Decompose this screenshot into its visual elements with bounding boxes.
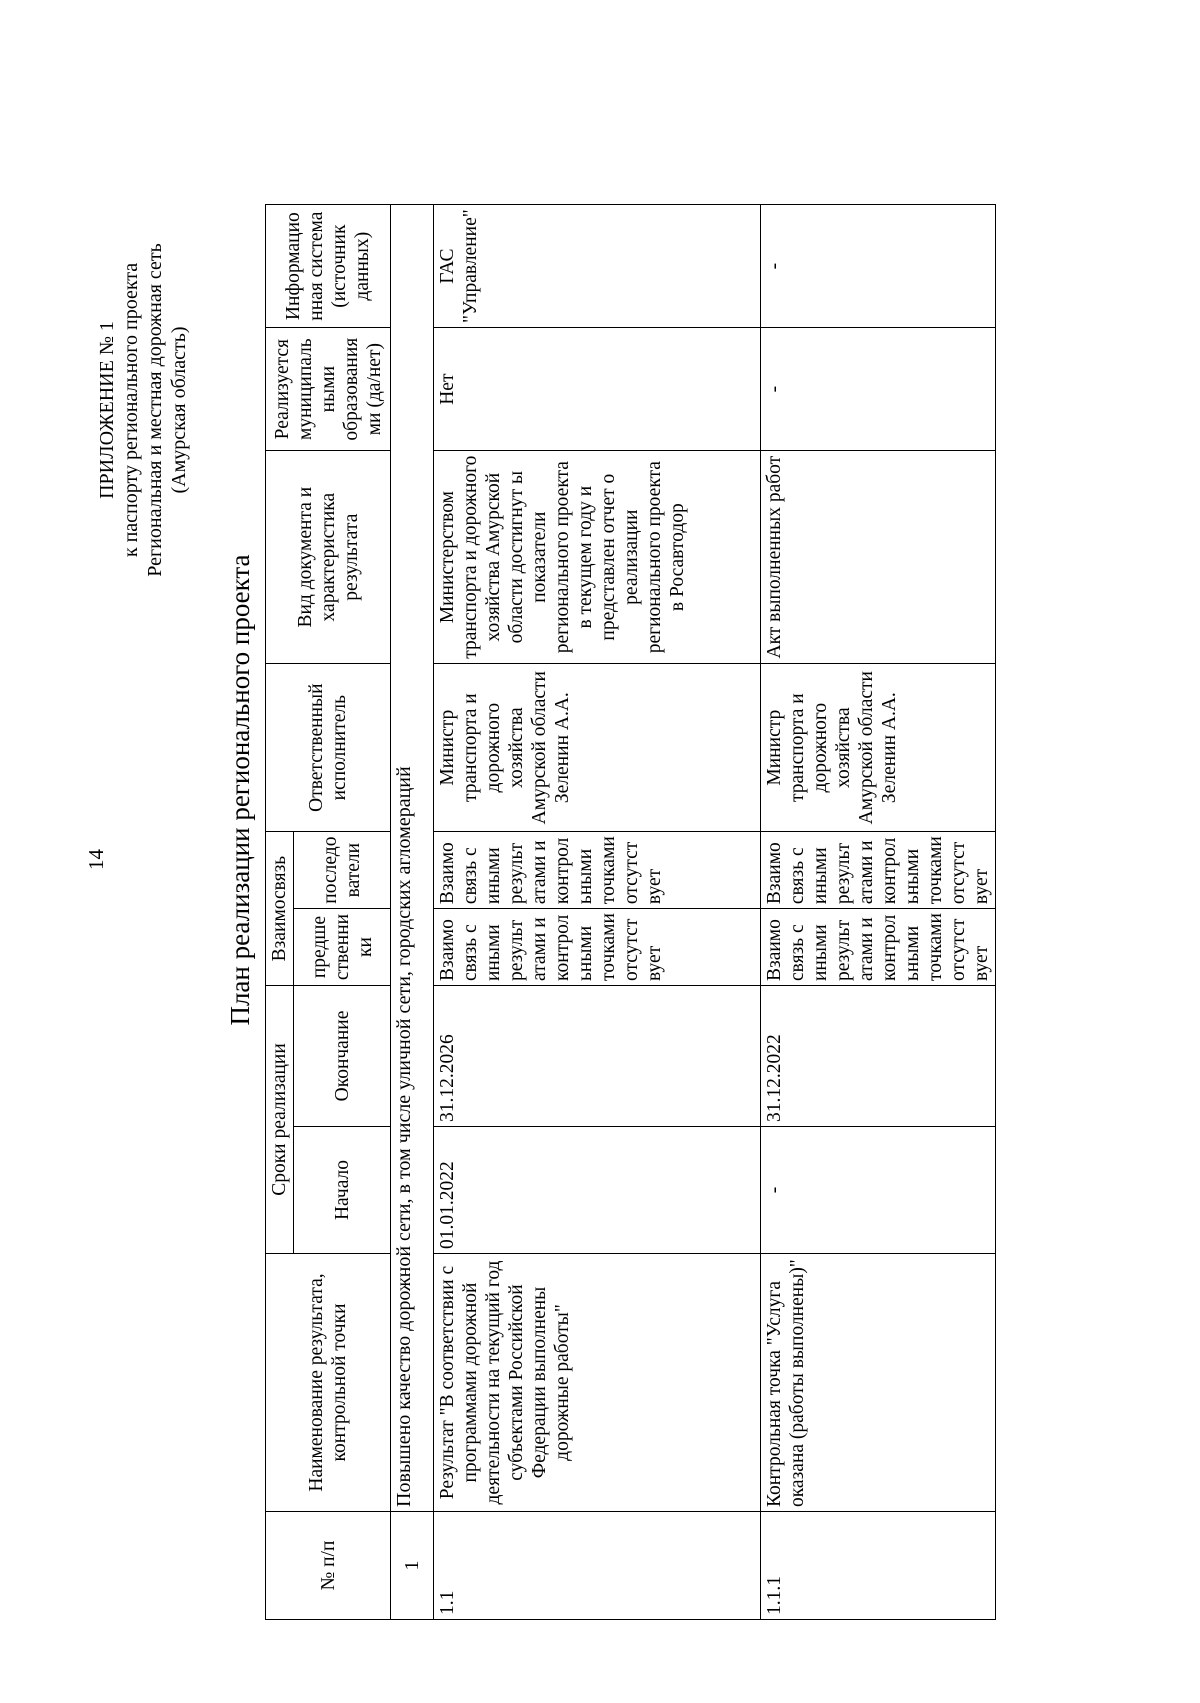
row-document: Министерством транспорта и дорожного хозяйства Амурской области достигнут ы показатели регионального проекта в текущем году и представлен отчет о реализации регионального проекта в Росавтодор bbox=[434, 451, 761, 664]
header-num: № п/п bbox=[266, 1512, 391, 1620]
row-info-system: ГАС "Управление" bbox=[434, 205, 761, 328]
header-relation: Взаимосвязь bbox=[266, 832, 294, 986]
header-start: Начало bbox=[294, 1127, 391, 1254]
header-name: Наименование результата, контрольной точки bbox=[266, 1254, 391, 1512]
header-predecessors: предше ственни ки bbox=[294, 909, 391, 986]
section-row bbox=[391, 205, 434, 1620]
header-document: Вид документа и характеристика результата bbox=[266, 451, 391, 664]
row-start: 01.01.2022 bbox=[434, 1127, 761, 1254]
appendix-line-4: (Амурская область) bbox=[168, 326, 190, 494]
row-name: Контрольная точка "Услуга оказана (работы выполнены)" bbox=[761, 1254, 996, 1512]
header-end: Окончание bbox=[294, 986, 391, 1127]
row-successors: Взаимо связь с иными результ атами и контрол ьными точками отсутст вует bbox=[434, 832, 761, 909]
row-end: 31.12.2022 bbox=[761, 986, 996, 1127]
header-responsible: Ответственный исполнитель bbox=[266, 664, 391, 832]
row-municipal: Нет bbox=[434, 328, 761, 451]
row-responsible: Министр транспорта и дорожного хозяйства Амурской области Зеленин А.А. bbox=[434, 664, 761, 832]
row-end: 31.12.2026 bbox=[434, 986, 761, 1127]
row-num: 1.1 bbox=[434, 1512, 761, 1620]
header-municipal: Реализуется муниципаль ными образования ми (да/нет) bbox=[266, 328, 391, 451]
row-num: 1.1.1 bbox=[761, 1512, 996, 1620]
row-municipal: - bbox=[761, 328, 996, 451]
appendix-line-1: ПРИЛОЖЕНИЕ № 1 bbox=[96, 321, 118, 499]
row-successors: Взаимо связь с иными результ атами и контрол ьными точками отсутст вует bbox=[761, 832, 996, 909]
header-info-system: Информацио нная система (источник данных) bbox=[266, 205, 391, 328]
row-document: Акт выполненных работ bbox=[761, 451, 996, 664]
table-row bbox=[761, 205, 996, 1620]
appendix-line-2: к паспорту регионального проекта bbox=[120, 262, 142, 558]
row-predecessors: Взаимо связь с иными результ атами и контрол ьными точками отсутст вует bbox=[434, 909, 761, 986]
table-row bbox=[434, 205, 761, 1620]
row-predecessors: Взаимо связь с иными результ атами и контрол ьными точками отсутст вует bbox=[761, 909, 996, 986]
header-successors: последо ватели bbox=[294, 832, 391, 909]
row-responsible: Министр транспорта и дорожного хозяйства Амурской области Зеленин А.А. bbox=[761, 664, 996, 832]
page-title: План реализации регионального проекта bbox=[225, 554, 255, 1026]
page-number: 14 bbox=[84, 849, 108, 870]
header-terms: Сроки реализации bbox=[266, 986, 294, 1254]
row-name: Результат "В соответствии с программами дорожной деятельности на текущий год субъектами Российской Федерации выполнены дорожные работы" bbox=[434, 1254, 761, 1512]
table-header-row bbox=[266, 205, 294, 1620]
plan-table bbox=[265, 204, 996, 1620]
appendix-line-3: Региональная и местная дорожная сеть bbox=[144, 243, 166, 577]
appendix-header bbox=[95, 50, 191, 770]
section-text: Повышено качество дорожной сети, в том числе уличной сети, городских агломераций bbox=[391, 205, 434, 1512]
section-num: 1 bbox=[391, 1512, 434, 1620]
row-start: - bbox=[761, 1127, 996, 1254]
row-info-system: - bbox=[761, 205, 996, 328]
